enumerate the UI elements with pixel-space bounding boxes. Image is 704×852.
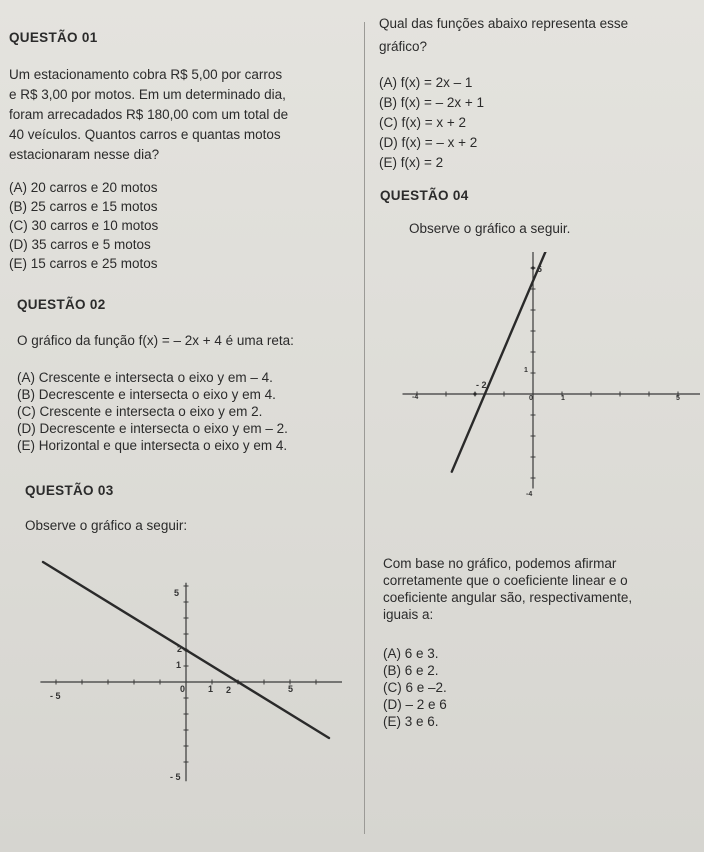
q1-line: 40 veículos. Quantos carros e quantas motos bbox=[9, 127, 281, 142]
y-tick-label: - 5 bbox=[170, 772, 181, 782]
q3-option-a[interactable]: (A) f(x) = 2x – 1 bbox=[379, 75, 473, 90]
q3-title: QUESTÃO 03 bbox=[25, 483, 114, 498]
y-tick-label: -4 bbox=[526, 491, 533, 498]
y-tick-label: 1 bbox=[176, 660, 182, 670]
y-tick-label: 6 bbox=[537, 264, 543, 274]
q1-line: foram arrecadados R$ 180,00 com um total de bbox=[9, 107, 289, 122]
x-tick-label: 1 bbox=[208, 684, 214, 694]
q4-option-e[interactable]: (E) 3 e 6. bbox=[383, 714, 439, 729]
q1-option-b[interactable]: (B) 25 carros e 15 motos bbox=[9, 199, 158, 214]
q4-graph bbox=[380, 252, 700, 524]
y-tick-label: 1 bbox=[524, 367, 528, 374]
q3-option-b[interactable]: (B) f(x) = – 2x + 1 bbox=[379, 95, 485, 110]
q3-question-line: Qual das funções abaixo representa esse bbox=[379, 16, 629, 31]
q4-prompt: Observe o gráfico a seguir. bbox=[409, 221, 571, 236]
q1-option-e[interactable]: (E) 15 carros e 25 motos bbox=[9, 256, 158, 271]
q1-option-a[interactable]: (A) 20 carros e 20 motos bbox=[9, 180, 158, 195]
q4-option-b[interactable]: (B) 6 e 2. bbox=[383, 663, 439, 678]
x-tick-label: 5 bbox=[288, 684, 294, 694]
q1-line: Um estacionamento cobra R$ 5,00 por carros bbox=[9, 67, 283, 82]
y-tick-label: 2 bbox=[177, 644, 183, 654]
x-tick-label: - 2 bbox=[476, 380, 487, 390]
data-point bbox=[236, 680, 239, 683]
q3-prompt: Observe o gráfico a seguir: bbox=[25, 518, 188, 533]
q4-question-line: Com base no gráfico, podemos afirmar bbox=[383, 556, 617, 571]
q2-option-c[interactable]: (C) Crescente e intersecta o eixo y em 2. bbox=[17, 404, 263, 419]
data-point bbox=[531, 266, 534, 269]
q1-option-d[interactable]: (D) 35 carros e 5 motos bbox=[9, 237, 151, 252]
q2-option-a[interactable]: (A) Crescente e intersecta o eixo y em – 4. bbox=[17, 370, 273, 385]
data-point bbox=[184, 648, 187, 651]
q1-line: estacionaram nesse dia? bbox=[9, 147, 160, 162]
x-tick-label: -4 bbox=[412, 394, 419, 401]
q2-option-e[interactable]: (E) Horizontal e que intersecta o eixo y em 4. bbox=[17, 438, 288, 453]
q3-graph bbox=[30, 548, 346, 818]
q3-question-line: gráfico? bbox=[379, 39, 428, 54]
q2-statement: O gráfico da função f(x) = – 2x + 4 é uma reta: bbox=[17, 333, 294, 348]
q2-option-d[interactable]: (D) Decrescente e intersecta o eixo y em – 2. bbox=[17, 421, 288, 436]
x-tick-label: 0 bbox=[180, 684, 186, 694]
q4-option-a[interactable]: (A) 6 e 3. bbox=[383, 646, 439, 661]
q4-question-line: corretamente que o coeficiente linear e o bbox=[383, 573, 628, 588]
x-tick-label: 1 bbox=[561, 395, 565, 402]
q2-title: QUESTÃO 02 bbox=[17, 297, 106, 312]
q3-option-c[interactable]: (C) f(x) = x + 2 bbox=[379, 115, 467, 130]
x-tick-label: 5 bbox=[676, 395, 680, 402]
q4-option-d[interactable]: (D) – 2 e 6 bbox=[383, 697, 447, 712]
y-tick-label: 5 bbox=[174, 588, 180, 598]
q3-option-e[interactable]: (E) f(x) = 2 bbox=[379, 155, 444, 170]
q4-title: QUESTÃO 04 bbox=[380, 188, 469, 203]
q1-line: e R$ 3,00 por motos. Em um determinado dia, bbox=[9, 87, 286, 102]
x-tick-label: - 5 bbox=[50, 691, 61, 701]
q1-title: QUESTÃO 01 bbox=[9, 30, 98, 45]
q4-question-line: iguais a: bbox=[383, 607, 434, 622]
x-tick-label: 2 bbox=[226, 685, 232, 695]
x-tick-label: 0 bbox=[529, 395, 533, 402]
q4-question-line: coeficiente angular são, respectivamente, bbox=[383, 590, 633, 605]
q1-option-c[interactable]: (C) 30 carros e 10 motos bbox=[9, 218, 159, 233]
q4-option-c[interactable]: (C) 6 e –2. bbox=[383, 680, 447, 695]
column-divider bbox=[364, 22, 365, 834]
data-point bbox=[473, 392, 476, 395]
q3-option-d[interactable]: (D) f(x) = – x + 2 bbox=[379, 135, 478, 150]
q2-option-b[interactable]: (B) Decrescente e intersecta o eixo y em 4. bbox=[17, 387, 276, 402]
